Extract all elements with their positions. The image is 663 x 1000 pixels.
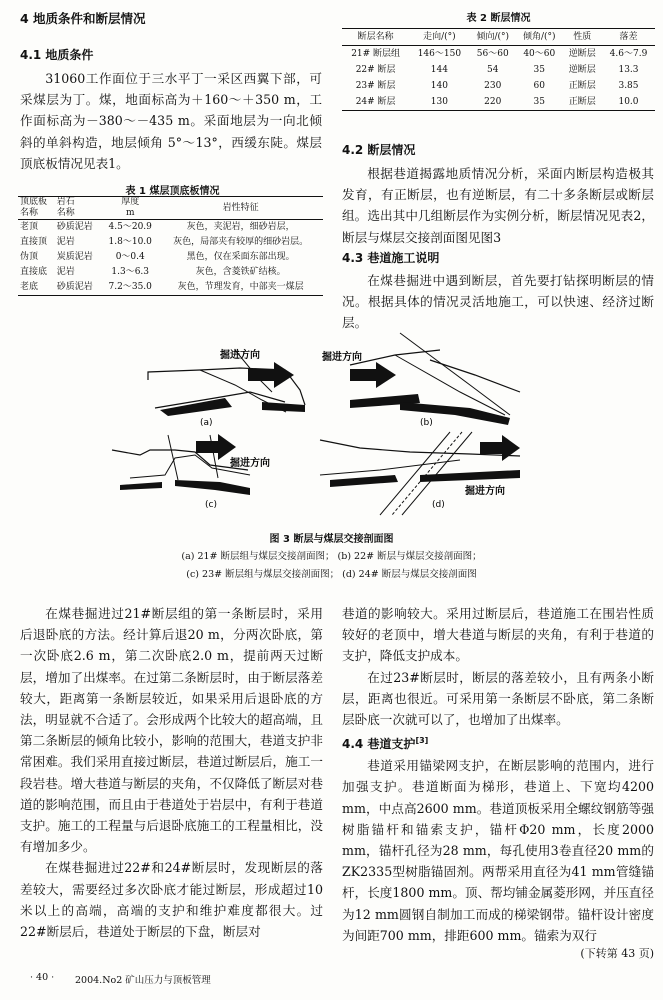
table-cell: 130 [430, 97, 448, 107]
arrow-icon [218, 434, 236, 460]
direction-label: 掘进方向 [465, 486, 505, 497]
body-right-column [342, 603, 654, 962]
direction-label: 掘进方向 [230, 458, 270, 469]
table-row [18, 220, 323, 236]
table-cell: 22# 断层 [355, 65, 396, 75]
panel-label: (c) [205, 500, 217, 510]
table2-header: 性质 [573, 32, 592, 42]
section-4-2-text [342, 163, 654, 248]
direction-label: 掘进方向 [322, 352, 362, 363]
table-cell: 40～60 [523, 49, 556, 59]
table-cell: 10.0 [618, 97, 639, 107]
paragraph: 31060工作面位于三水平丁一采区西翼下部，可采煤层为丁。煤，地面标高为＋160～＋350 m，工作面标高为－380～－435 m。采面地层为一向北倾斜的单斜构造，地层倾角 5°～13°，西缓东陡。煤层顶底板情况见表1。 [20, 71, 322, 171]
table1 [18, 196, 323, 296]
body-left-column [20, 603, 323, 942]
table-cell: 逆断层 [568, 65, 596, 75]
table-cell: 144 [430, 65, 448, 75]
table-cell: 泥岩 [56, 267, 75, 277]
table-cell: 砂质泥岩 [56, 282, 93, 292]
section-4-4-label: 4.4 巷道支护 [342, 737, 416, 752]
arrow-icon [248, 369, 274, 381]
table-cell: 230 [484, 81, 502, 91]
panel-label: (b) [420, 418, 433, 428]
arrow-icon [502, 435, 520, 461]
coal-seam-shape [120, 482, 162, 490]
coal-seam-shape [420, 470, 520, 482]
table2 [342, 28, 655, 111]
table1-subheader: 名称 [20, 208, 39, 218]
figure-panel-c [112, 434, 270, 510]
arrow-icon [480, 442, 502, 454]
table2-header: 断层名称 [357, 32, 394, 42]
table-row [18, 235, 323, 250]
figure-subcaption: (c) 23# 断层组与煤层交接剖面图； (d) 24# 断层与煤层交接剖面图 [186, 569, 477, 580]
table2-header: 倾向/(°) [476, 32, 510, 42]
section-4-1-title: 4.1 地质条件 [20, 48, 94, 62]
figure-3 [0, 330, 663, 520]
panel-label: (d) [432, 500, 445, 510]
table-cell: 140 [430, 81, 448, 91]
journal-info: 2004.No2 矿山压力与顶板管理 [75, 975, 211, 986]
table-row [342, 46, 655, 63]
paragraph: 在煤巷掘进过21#断层组的第一条断层时，采用后退卧底的方法。经计算后退20 m，分两次卧底，第一次卧底2.6 m，第二次卧底2.0 m，提前两天过断层，增加了出煤率。在过第二条断层时，由于断层落差较大，距离第一条断层较近，如果采用后退卧底的方法，明显就不合适了。会形成两个比较大的超高端，且第二条断层的倾角比较小，影响的范围大，巷道支护非常困难。我们采用直接过断层，巷道过断层后，施工一段岩巷。增大巷道与断层的夹角，不仅降低了断层对巷道的影响范围，而且由于巷道处于岩层中，有利于巷道支护。施工的工程量与后退卧底施工的工程量相比，没有增加多少。 [20, 606, 323, 855]
section-4-2-title: 4.2 断层情况 [342, 143, 416, 157]
paragraph: 巷道采用锚梁网支护，在断层影响的范围内，进行加强支护。巷道断面为梯形，巷道上、下宽均4200 mm，中点高2600 mm。巷道顶板采用全螺纹钢筋等强树脂锚杆和锚索支护，锚杆Φ20 mm，长度2000 mm，锚杆孔径为28 mm，每孔使用3卷直径20 mm的ZK2335型树脂锚固剂。两帮采用直径为41 mm管缝锚杆，长度1800 mm。顶、帮均铺金属菱形网，并压直径为12 mm圆钢自制加工而成的梯梁钢带。锚杆设计密度为间距700 mm，排距600 mm。锚索为双行 [342, 758, 654, 943]
table2-header: 落差 [619, 32, 638, 42]
continued-note: (下转第 43 页) [580, 947, 654, 961]
table-cell: 泥岩 [56, 237, 75, 247]
table-cell: 直接顶 [20, 237, 48, 247]
table1-header: 厚度 [121, 197, 140, 207]
table-cell: 直接底 [20, 267, 48, 277]
table-cell: 逆断层 [568, 49, 596, 59]
figure-subcaption: (a) 21# 断层组与煤层交接剖面图； (b) 22# 断层与煤层交接剖面图； [181, 551, 482, 562]
arrow-icon [350, 369, 376, 381]
table2-header: 倾角/(°) [522, 32, 556, 42]
table-row [18, 250, 323, 265]
section-4-title: 4 地质条件和断层情况 [20, 11, 146, 26]
section-4-3-title: 4.3 巷道施工说明 [342, 251, 440, 265]
table1-caption: 表 1 煤层顶底板情况 [125, 186, 220, 197]
figure-panel-b [321, 333, 520, 428]
arrow-icon [376, 362, 396, 388]
table-cell: 灰色，夹泥岩，细砂岩层， [186, 222, 295, 232]
table1-header: 岩性特征 [222, 202, 259, 213]
table-cell: 60 [533, 81, 545, 91]
paragraph: 在煤巷掘进中遇到断层，首先要打钻探明断层的情况。根据具体的情况灵活地施工，可以快速、经济过断层。 [342, 273, 654, 331]
table1-header: 岩石 [56, 197, 75, 207]
table-cell: 35 [533, 65, 545, 75]
paragraph: 巷道的影响较大。采用过断层后，巷道施工在围岩性质较好的老顶中，增大巷道与断层的夹角，有利于巷道的支护，降低支护成本。 [342, 606, 654, 664]
table1-header: 顶底板 [20, 197, 48, 207]
table-cell: 老底 [20, 282, 39, 292]
table-cell: 21# 断层组 [351, 49, 401, 59]
coal-seam-shape [262, 402, 305, 412]
table-cell: 13.3 [618, 65, 639, 75]
table-row [342, 94, 655, 111]
table-cell: 56～60 [476, 49, 509, 59]
table-cell: 灰色，局部夹有较厚的细砂岩层。 [173, 237, 309, 247]
citation-ref: [3] [415, 736, 429, 746]
table-cell: 23# 断层 [355, 81, 396, 91]
panel-label: (a) [200, 418, 213, 428]
table2-header: 走向/(°) [423, 32, 456, 42]
table-cell: 146～150 [417, 49, 462, 59]
paragraph: 在煤巷掘进过22#和24#断层时，发现断层的落差较大，需要经过多次卧底才能过断层，形成超过10米以上的高端，高端的支护和维护难度都很大。过22#断层后，巷道处于断层的下盘，断层对 [20, 860, 323, 940]
table-cell: 灰色，节理发育，中部夹一煤层 [177, 282, 304, 292]
table-cell: 伪顶 [20, 252, 39, 262]
table-row [342, 62, 655, 78]
table-cell: 黑色，仅在采面东部出现。 [186, 252, 295, 262]
arrow-icon [274, 362, 294, 388]
coal-seam-shape [330, 475, 398, 487]
table-cell: 54 [487, 65, 499, 75]
table-cell: 1.3～6.3 [111, 267, 150, 277]
table-cell: 24# 断层 [355, 97, 396, 107]
section-4-3-text [342, 270, 654, 334]
table2-caption: 表 2 断层情况 [466, 13, 531, 24]
table-row [18, 265, 323, 280]
arrow-icon [196, 441, 218, 453]
table-cell: 1.8～10.0 [108, 237, 152, 247]
figure-panel-a [148, 348, 305, 428]
table-cell: 0～0.4 [115, 252, 145, 262]
figure-caption: 图 3 断层与煤层交接剖面图 [269, 534, 394, 545]
table-cell: 35 [533, 97, 545, 107]
table1-subheader: m [125, 208, 135, 218]
table-cell: 4.5～20.9 [108, 222, 152, 232]
table-row [342, 78, 655, 94]
coal-seam-shape [400, 402, 510, 425]
direction-label: 掘进方向 [220, 350, 260, 361]
table-cell: 老顶 [20, 222, 39, 232]
table-cell: 3.85 [618, 81, 639, 91]
section-4-4-title [342, 730, 654, 755]
table-cell: 7.2～35.0 [108, 282, 152, 292]
table-cell: 灰色，含菱铁矿结核。 [195, 267, 286, 277]
table1-subheader: 名称 [56, 208, 75, 218]
table-cell: 正断层 [568, 81, 596, 91]
figure-panel-d [320, 432, 520, 515]
paragraph: 根据巷道揭露地质情况分析，采面内断层构造极其发育，有正断层，也有逆断层，有二十多条断层或断层组。选出其中几组断层作为实例分析，断层情况见表2，断层与煤层交接剖面图见图3 [342, 166, 654, 245]
coal-seam-shape [175, 480, 250, 495]
paragraph: 在过23#断层时，断层的落差较小，且有两条小断层，距离也很近。可采用第一条断层不卧底，第二条断层卧底一次就可以了，也增加了出煤率。 [342, 669, 654, 728]
table-cell: 220 [484, 97, 502, 107]
section-4-1-text [20, 68, 322, 174]
table-row [18, 280, 323, 296]
table-cell: 4.6～7.9 [609, 49, 648, 59]
table-cell: 炭质泥岩 [56, 252, 93, 262]
table-cell: 正断层 [568, 97, 596, 107]
page-number: · 40 · [30, 972, 55, 983]
table-cell: 砂质泥岩 [56, 222, 93, 232]
